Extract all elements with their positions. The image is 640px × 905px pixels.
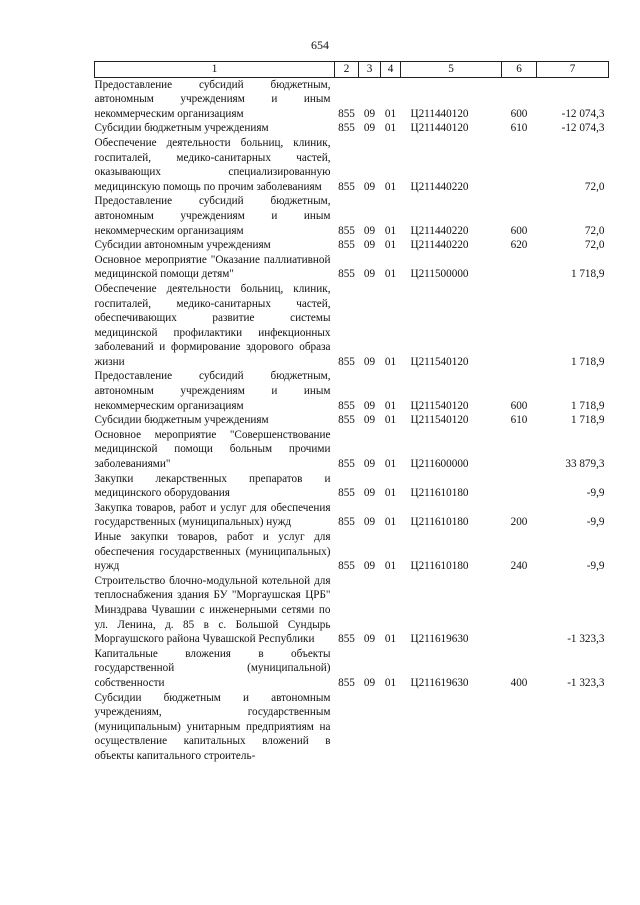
row-description: Субсидии бюджетным учреждениям bbox=[94, 122, 269, 135]
row-code-ministry: 855 bbox=[338, 239, 355, 252]
row-expense-type bbox=[502, 282, 537, 370]
row-expense-type bbox=[502, 691, 537, 764]
row-target-article: Ц211540120 bbox=[410, 414, 469, 427]
row-code-section: 09 bbox=[363, 399, 376, 412]
table-row bbox=[95, 253, 609, 282]
row-code-section: 09 bbox=[363, 355, 376, 368]
table-row bbox=[95, 194, 609, 238]
row-target-article: Ц211440220 bbox=[410, 224, 469, 237]
row-expense-type bbox=[502, 472, 537, 501]
row-code-subsection: 01 bbox=[384, 414, 397, 427]
col-header-6: 6 bbox=[502, 62, 537, 78]
row-expense-type: 240 bbox=[510, 560, 528, 573]
row-target-article: Ц211540120 bbox=[410, 355, 469, 368]
row-code-ministry: 855 bbox=[338, 355, 355, 368]
row-amount: 72,0 bbox=[584, 180, 605, 193]
table-row bbox=[95, 136, 609, 194]
row-code-subsection bbox=[381, 691, 401, 764]
row-target-article: Ц211610180 bbox=[410, 560, 469, 573]
row-code-section: 09 bbox=[363, 224, 376, 237]
col-header-4: 4 bbox=[381, 62, 401, 78]
row-target-article bbox=[401, 691, 502, 764]
row-description: Основное мероприятие "Оказание паллиативной медицинской помощи детям" bbox=[94, 253, 331, 281]
row-target-article: Ц211440120 bbox=[410, 122, 469, 135]
row-code-subsection: 01 bbox=[384, 239, 397, 252]
row-amount bbox=[537, 691, 609, 764]
row-code-ministry: 855 bbox=[338, 516, 355, 529]
table-row bbox=[95, 413, 609, 428]
table-header bbox=[95, 62, 609, 78]
row-code-section: 09 bbox=[363, 122, 376, 135]
row-amount: 1 718,9 bbox=[570, 355, 605, 368]
row-description: Закупка товаров, работ и услуг для обеспечения государственных (муниципальных) нужд bbox=[94, 501, 331, 529]
row-description: Предоставление субсидий бюджетным, автономным учреждениям и иным некоммерческим организациям bbox=[94, 370, 331, 412]
row-amount: -1 323,3 bbox=[567, 676, 605, 689]
row-code-subsection: 01 bbox=[384, 560, 397, 573]
row-amount: -9,9 bbox=[586, 560, 605, 573]
row-code-subsection: 01 bbox=[384, 399, 397, 412]
row-code-ministry: 855 bbox=[338, 633, 355, 646]
row-expense-type bbox=[502, 136, 537, 194]
row-target-article: Ц211500000 bbox=[410, 268, 469, 281]
row-code-subsection: 01 bbox=[384, 122, 397, 135]
row-code-subsection: 01 bbox=[384, 633, 397, 646]
row-description: Основное мероприятие "Совершенствование медицинской помощи больным прочими заболеваниями" bbox=[94, 428, 331, 471]
row-target-article: Ц211440120 bbox=[410, 107, 469, 120]
row-code-section: 09 bbox=[363, 414, 376, 427]
table-row bbox=[95, 428, 609, 472]
row-amount: 72,0 bbox=[584, 224, 605, 237]
row-expense-type: 600 bbox=[510, 399, 528, 412]
row-code-ministry: 855 bbox=[338, 399, 355, 412]
row-amount: -9,9 bbox=[586, 516, 605, 529]
page-number: 654 bbox=[311, 38, 329, 52]
row-code-section: 09 bbox=[363, 633, 376, 646]
row-code-subsection: 01 bbox=[384, 487, 397, 500]
row-description: Предоставление субсидий бюджетным, автономным учреждениям и иным некоммерческим организациям bbox=[94, 78, 331, 120]
table-row bbox=[95, 647, 609, 691]
col-header-7: 7 bbox=[537, 62, 609, 78]
row-expense-type: 400 bbox=[510, 676, 528, 689]
row-description: Иные закупки товаров, работ и услуг для обеспечения государственных (муниципальных) нужд bbox=[94, 531, 331, 573]
row-code-ministry: 855 bbox=[338, 107, 355, 120]
row-description: Закупки лекарственных препаратов и медицинского оборудования bbox=[94, 472, 331, 500]
row-code-section: 09 bbox=[363, 268, 376, 281]
table-body bbox=[95, 77, 609, 763]
row-code-ministry bbox=[335, 691, 359, 764]
row-target-article: Ц211600000 bbox=[410, 458, 469, 471]
row-target-article: Ц211610180 bbox=[410, 487, 469, 500]
row-amount: -12 074,3 bbox=[561, 107, 605, 120]
row-amount: 1 718,9 bbox=[570, 399, 605, 412]
row-amount: 1 718,9 bbox=[570, 414, 605, 427]
row-description: Субсидии бюджетным и автономным учреждениям, государственным (муниципальным) унитарным предприятиям на осуществление капитальных вложений в объекты капитального строитель- bbox=[94, 691, 331, 762]
row-code-section: 09 bbox=[363, 516, 376, 529]
row-description: Капитальные вложения в объекты государственной (муниципальной) собственности bbox=[94, 647, 331, 689]
table-row bbox=[95, 501, 609, 530]
col-header-1: 1 bbox=[95, 62, 335, 78]
table-row bbox=[95, 574, 609, 647]
row-expense-type: 620 bbox=[510, 239, 528, 252]
row-code-section: 09 bbox=[363, 239, 376, 252]
row-description: Строительство блочно-модульной котельной для теплоснабжения здания БУ "Моргаушская ЦРБ" Минздрава Чувашии с инженерными сетями по ул. Ленина, д. 85 в с. Большой Сундырь Моргаушского района Чувашской Республики bbox=[94, 574, 331, 646]
row-expense-type: 610 bbox=[510, 414, 528, 427]
row-target-article: Ц211540120 bbox=[410, 399, 469, 412]
row-amount: -12 074,3 bbox=[561, 122, 605, 135]
table-row bbox=[95, 530, 609, 574]
budget-table bbox=[94, 61, 609, 764]
row-code-subsection: 01 bbox=[384, 224, 397, 237]
row-code-subsection: 01 bbox=[384, 516, 397, 529]
row-code-ministry: 855 bbox=[338, 676, 355, 689]
row-code-section: 09 bbox=[363, 487, 376, 500]
row-target-article: Ц211619630 bbox=[410, 676, 469, 689]
row-amount: 33 879,3 bbox=[565, 458, 605, 471]
row-code-subsection: 01 bbox=[384, 107, 397, 120]
row-target-article: Ц211610180 bbox=[410, 516, 469, 529]
row-code-section: 09 bbox=[363, 676, 376, 689]
row-target-article: Ц211619630 bbox=[410, 633, 469, 646]
row-code-subsection: 01 bbox=[384, 268, 397, 281]
row-description: Обеспечение деятельности больниц, клиник, госпиталей, медико-санитарных частей, обеспечивающих развитие системы медицинской профилактики инфекционных заболеваний и формирование здорового образа жизни bbox=[94, 282, 331, 368]
row-code-ministry: 855 bbox=[338, 414, 355, 427]
row-expense-type bbox=[502, 574, 537, 647]
table-row bbox=[95, 369, 609, 413]
table-row bbox=[95, 691, 609, 764]
row-expense-type: 600 bbox=[510, 224, 528, 237]
row-amount: 72,0 bbox=[584, 239, 605, 252]
row-code-section: 09 bbox=[363, 458, 376, 471]
row-code-ministry: 855 bbox=[338, 122, 355, 135]
row-description: Субсидии автономным учреждениям bbox=[94, 239, 271, 252]
row-code-ministry: 855 bbox=[338, 560, 355, 573]
row-expense-type: 200 bbox=[510, 516, 528, 529]
row-code-ministry: 855 bbox=[338, 268, 355, 281]
row-code-section: 09 bbox=[363, 180, 376, 193]
row-amount: 1 718,9 bbox=[570, 268, 605, 281]
table-row bbox=[95, 472, 609, 501]
table-row bbox=[95, 282, 609, 370]
table-row bbox=[95, 121, 609, 136]
row-description: Обеспечение деятельности больниц, клиник, госпиталей, медико-санитарных частей, оказывающих специализированную медицинскую помощь по прочим заболеваниям bbox=[94, 136, 331, 193]
row-code-subsection: 01 bbox=[384, 458, 397, 471]
row-description: Субсидии бюджетным учреждениям bbox=[94, 414, 269, 427]
table-row bbox=[95, 77, 609, 121]
row-code-subsection: 01 bbox=[384, 355, 397, 368]
row-amount: -9,9 bbox=[586, 487, 605, 500]
row-expense-type: 610 bbox=[510, 122, 528, 135]
row-target-article: Ц211440220 bbox=[410, 239, 469, 252]
row-amount: -1 323,3 bbox=[567, 633, 605, 646]
row-code-subsection: 01 bbox=[384, 676, 397, 689]
col-header-3: 3 bbox=[359, 62, 381, 78]
row-code-ministry: 855 bbox=[338, 487, 355, 500]
row-code-subsection: 01 bbox=[384, 180, 397, 193]
row-expense-type: 600 bbox=[510, 107, 528, 120]
table-row bbox=[95, 238, 609, 253]
row-code-ministry: 855 bbox=[338, 458, 355, 471]
row-expense-type bbox=[502, 253, 537, 282]
row-code-section bbox=[359, 691, 381, 764]
row-code-ministry: 855 bbox=[338, 224, 355, 237]
row-description: Предоставление субсидий бюджетным, автономным учреждениям и иным некоммерческим организациям bbox=[94, 195, 331, 237]
col-header-5: 5 bbox=[401, 62, 502, 78]
row-expense-type bbox=[502, 428, 537, 472]
col-header-2: 2 bbox=[335, 62, 359, 78]
row-code-section: 09 bbox=[363, 560, 376, 573]
row-code-ministry: 855 bbox=[338, 180, 355, 193]
row-code-section: 09 bbox=[363, 107, 376, 120]
row-target-article: Ц211440220 bbox=[410, 180, 469, 193]
